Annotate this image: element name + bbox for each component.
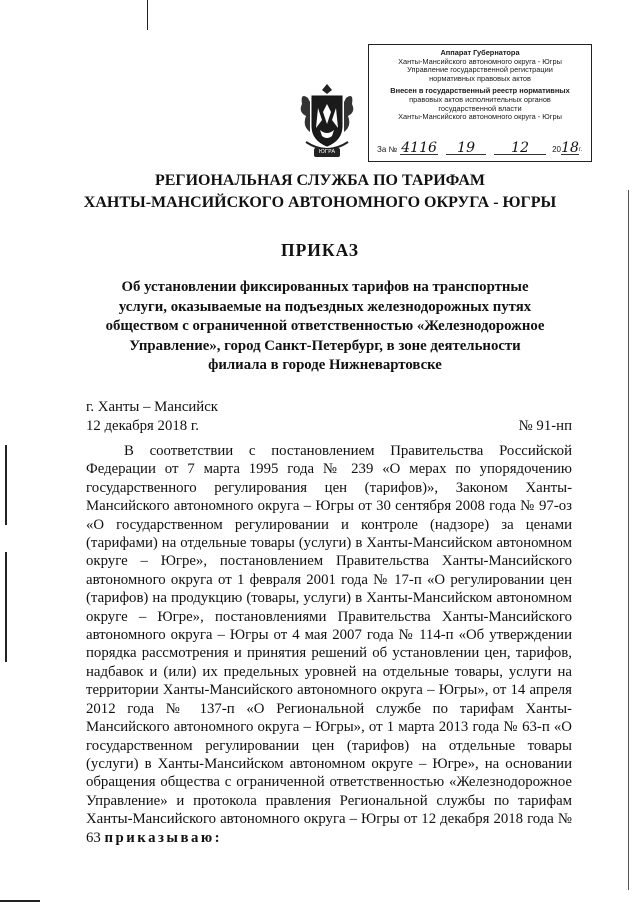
agency-title-line1: РЕГИОНАЛЬНАЯ СЛУЖБА ПО ТАРИФАМ [154,172,486,189]
stamp-line: Аппарат Губернатора [440,48,520,57]
order-city: г. Ханты – Мансийск [86,399,218,415]
agency-title [0,170,640,214]
stamp-day: 19 [446,142,486,155]
order-meta [86,398,572,436]
stamp-number: 4116 [401,140,437,156]
order-command: приказываю: [104,829,223,846]
scan-mark-left-1 [5,445,7,525]
scan-mark-right [628,190,629,890]
emblem-label: ЮГРА [318,149,336,155]
scan-mark-top [147,0,148,30]
scan-mark-bottom [0,900,40,902]
order-subject: Об установлении фиксированных тарифов на транспортные услуги, оказываемые на подъездных железнодорожных путях обществом с ограниченной ответственностью «Железнодорожное Управление», город Санкт-Петербург, в зоне деятельности филиала в городе Нижневартовске [105,279,545,373]
stamp-line: Ханты-Мансийского автономного округа - Югры [398,112,562,122]
scan-mark-left-2 [5,552,7,662]
stamp-line: Ханты-Мансийского автономного округа - Югры [398,56,562,66]
registration-stamp [368,44,592,162]
stamp-line: государственной власти [438,103,522,113]
agency-title-line2: ХАНТЫ-МАНСИЙСКОГО АВТОНОМНОГО ОКРУГА - ЮГРЫ [83,194,557,211]
stamp-line: Управление государственной регистрации [407,65,553,75]
stamp-line: Внесен в государственный реестр нормативных [390,86,570,96]
coat-of-arms-icon [296,82,358,162]
stamp-year: 18 [561,140,579,156]
stamp-year-prefix: 20 [552,145,561,155]
order-number: № 91-нп [518,418,572,434]
stamp-number-prefix: За № [377,145,398,155]
order-body-text: В соответствии с постановлением Правительства Российской Федерации от 7 марта 1995 года № 239 «О мерах по упорядочению государственного регулирования цен (тарифов)», Законом Ханты-Мансийского автономного округа – Югры от 30 сентября 2008 года № 97-оз «О государственном регулировании и контроле (надзоре) за ценами (тарифами) на отдельные товары (услуги) в Ханты-Мансийском автономном округе – Югре», постановлением Правительства Ханты-Мансийского автономного округа от 1 февраля 2001 года № 17-п «О регулировании цен (тарифов) на продукцию (товары, услуги) в Ханты-Мансийском автономном округе – Югре», постановлениями Правительства Ханты-Мансийского автономного округа – Югры от 4 мая 2007 года № 114-п «Об утверждении порядка рассмотрения и принятия решений об установлении цен, тарифов, надбавок и (или) их предельных уровней на отдельные товары, услуги на территории Ханты-Мансийского автономного округа – Югры», от 14 апреля 2012 года № 137-п «О Региональной службе по тарифам Ханты-Мансийского автономного округа – Югры», от 1 марта 2013 года № 63-п «О государственном регулировании цен (тарифов) на отдельные товары (услуги) в Ханты-Мансийском автономном округе – Югре», на основании обращения общества с ограниченной ответственностью «Железнодорожное Управление» и протокола правления Региональной службы по тарифам Ханты-Мансийского автономного округа – Югры от 12 декабря 2018 года № 63 [86,443,572,846]
order-body [86,442,572,847]
stamp-line: нормативных правовых актов [429,73,531,83]
order-date: 12 декабря 2018 г. [86,418,199,434]
stamp-month: 12 [494,142,546,155]
stamp-registration-line [377,142,585,155]
stamp-year-suffix: г. [579,147,583,154]
stamp-line: правовых актов исполнительных органов [409,94,551,104]
document-type: ПРИКАЗ [280,240,360,260]
